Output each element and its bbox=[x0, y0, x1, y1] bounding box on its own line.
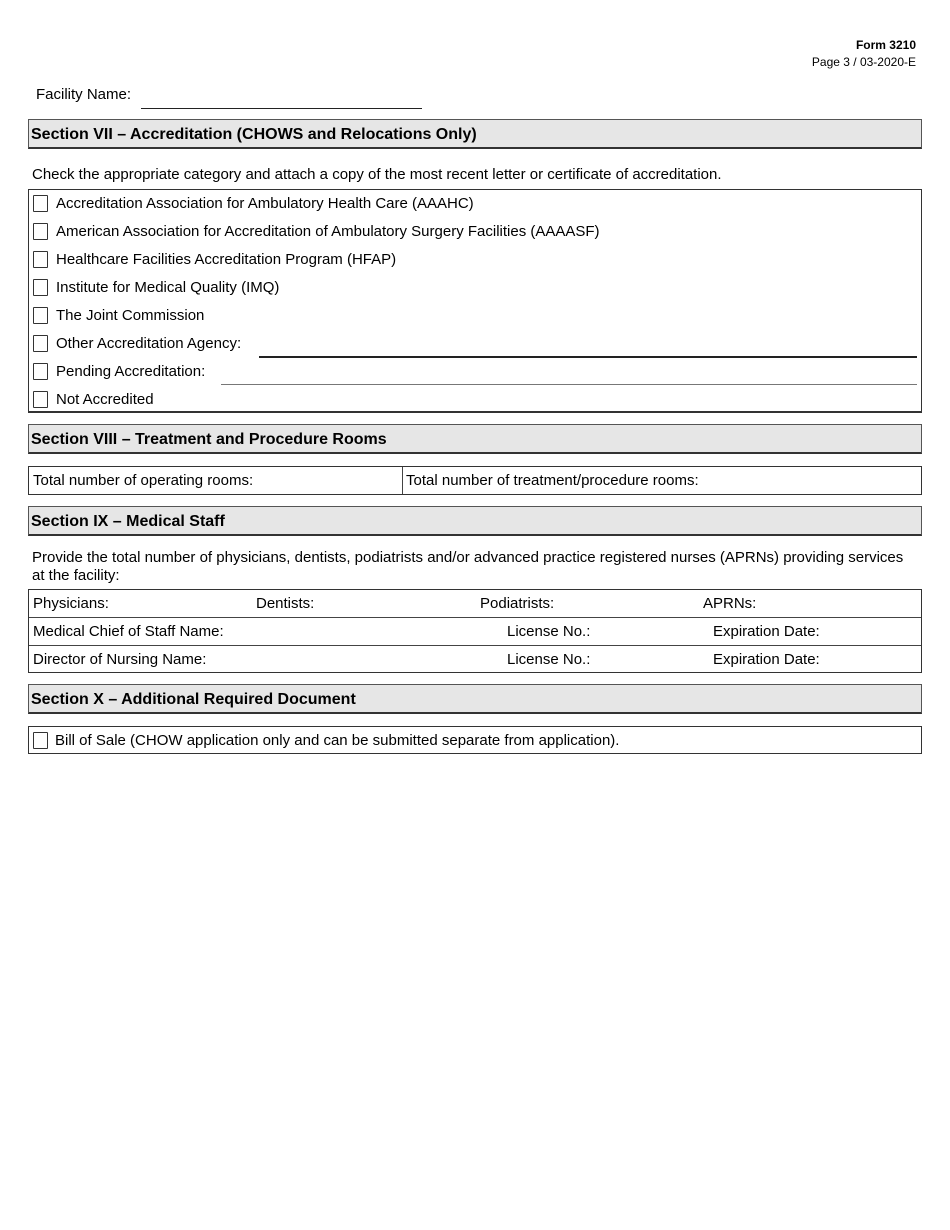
checkbox[interactable] bbox=[33, 732, 48, 749]
accreditation-option-pending[interactable] bbox=[29, 358, 921, 386]
facility-name-field[interactable] bbox=[141, 108, 422, 109]
bill-of-sale-label: Bill of Sale (CHOW application only and can be submitted separate from application). bbox=[55, 732, 620, 749]
accreditation-option-other[interactable] bbox=[29, 330, 921, 358]
section-10-header: Section X – Additional Required Document bbox=[28, 684, 922, 714]
option-label: Not Accredited bbox=[56, 391, 154, 408]
section-8-header: Section VIII – Treatment and Procedure Rooms bbox=[28, 424, 922, 454]
option-label: American Association for Accreditation of Ambulatory Surgery Facilities (AAAASF) bbox=[56, 223, 600, 240]
director-nursing-name-field[interactable]: Director of Nursing Name: bbox=[33, 651, 207, 668]
accreditation-option-aaaasf[interactable] bbox=[29, 218, 921, 246]
checkbox[interactable] bbox=[33, 251, 48, 268]
checkbox[interactable] bbox=[33, 279, 48, 296]
page-info: Page 3 / 03-2020-E bbox=[811, 55, 916, 69]
rooms-row bbox=[28, 466, 922, 495]
section-9-instruction: Provide the total number of physicians, dentists, podiatrists and/or advanced practice registered nurses (APRNs) providing services at the facility: bbox=[32, 549, 904, 584]
option-label: Other Accreditation Agency: bbox=[56, 335, 242, 352]
option-label: Pending Accreditation: bbox=[56, 363, 206, 380]
option-label: Institute for Medical Quality (IMQ) bbox=[56, 279, 280, 296]
director-nursing-expiration-field[interactable]: Expiration Date: bbox=[713, 651, 820, 668]
operating-rooms-field[interactable]: Total number of operating rooms: bbox=[33, 472, 254, 489]
director-nursing-license-field[interactable]: License No.: bbox=[507, 651, 591, 668]
medical-chief-license-field[interactable]: License No.: bbox=[507, 623, 591, 640]
checkbox[interactable] bbox=[33, 391, 48, 408]
director-nursing-row bbox=[29, 646, 921, 674]
bill-of-sale-row[interactable] bbox=[28, 726, 922, 754]
option-label: The Joint Commission bbox=[56, 307, 205, 324]
physicians-field[interactable]: Physicians: bbox=[33, 595, 109, 612]
accreditation-option-imq[interactable] bbox=[29, 274, 921, 302]
podiatrists-field[interactable]: Podiatrists: bbox=[480, 595, 555, 612]
medical-staff-table bbox=[28, 589, 922, 673]
section-7-instruction: Check the appropriate category and attach a copy of the most recent letter or certificate of accreditation. bbox=[32, 166, 722, 183]
checkbox[interactable] bbox=[33, 363, 48, 380]
accreditation-option-not-accredited[interactable] bbox=[29, 386, 921, 414]
option-label: Healthcare Facilities Accreditation Program (HFAP) bbox=[56, 251, 397, 268]
option-label: Accreditation Association for Ambulatory Health Care (AAAHC) bbox=[56, 195, 474, 212]
checkbox[interactable] bbox=[33, 335, 48, 352]
checkbox[interactable] bbox=[33, 307, 48, 324]
medical-chief-name-field[interactable]: Medical Chief of Staff Name: bbox=[33, 623, 224, 640]
section-9-header: Section IX – Medical Staff bbox=[28, 506, 922, 536]
checkbox[interactable] bbox=[33, 223, 48, 240]
dentists-field[interactable]: Dentists: bbox=[256, 595, 315, 612]
accreditation-option-joint-commission[interactable] bbox=[29, 302, 921, 330]
form-number: Form 3210 bbox=[855, 38, 916, 52]
section-7-header: Section VII – Accreditation (CHOWS and Relocations Only) bbox=[28, 119, 922, 149]
medical-chief-expiration-field[interactable]: Expiration Date: bbox=[713, 623, 820, 640]
accreditation-list bbox=[28, 189, 922, 413]
accreditation-option-aaahc[interactable] bbox=[29, 190, 921, 218]
checkbox[interactable] bbox=[33, 195, 48, 212]
aprns-field[interactable]: APRNs: bbox=[703, 595, 757, 612]
pending-accreditation-field[interactable] bbox=[221, 384, 917, 385]
staff-counts-row bbox=[29, 590, 921, 618]
accreditation-option-hfap[interactable] bbox=[29, 246, 921, 274]
facility-name-label: Facility Name: bbox=[36, 86, 132, 103]
treatment-rooms-field[interactable]: Total number of treatment/procedure rooms: bbox=[406, 472, 699, 489]
medical-chief-row bbox=[29, 618, 921, 646]
